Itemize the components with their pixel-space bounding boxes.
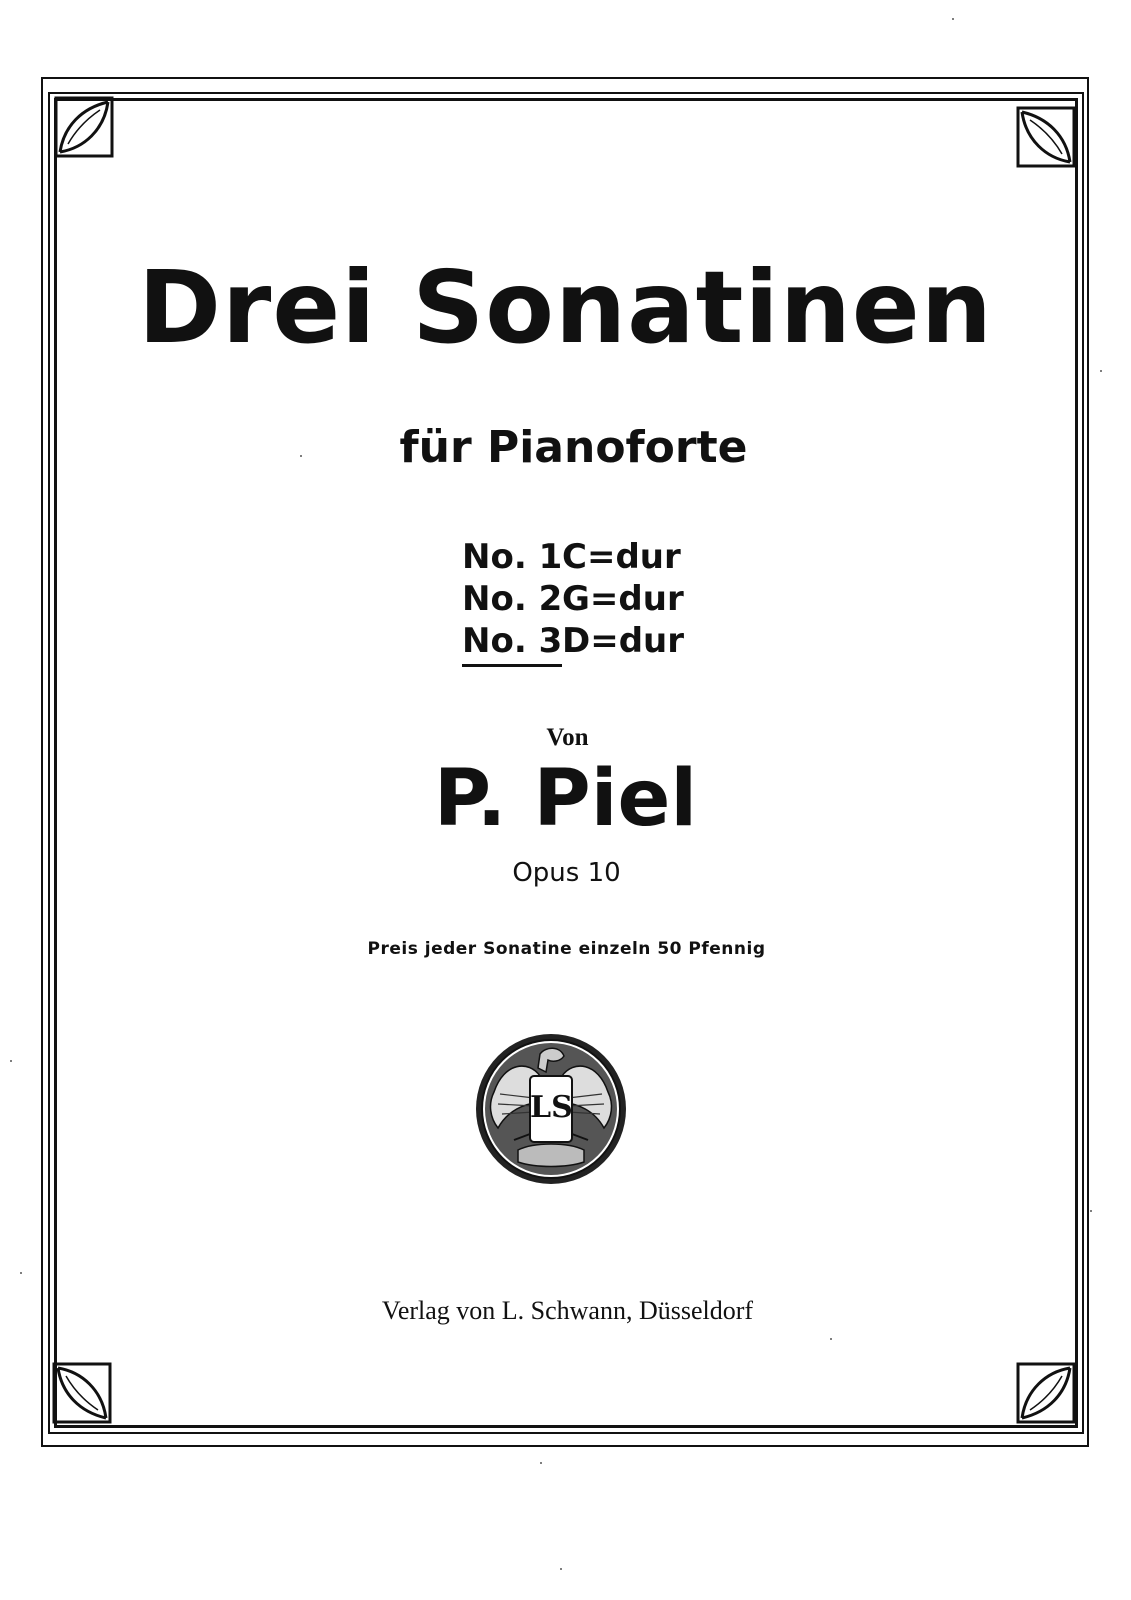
- page-title: Drei Sonatinen: [138, 249, 993, 366]
- scan-speck: [560, 1568, 562, 1570]
- price-note: Preis jeder Sonatine einzeln 50 Pfennig: [367, 939, 766, 959]
- scan-speck: [952, 18, 954, 20]
- work-item: [462, 578, 722, 620]
- work-key: C=dur: [562, 537, 681, 577]
- scan-speck: [1100, 370, 1102, 372]
- work-item: [462, 536, 722, 578]
- corner-ornament-icon: [54, 96, 114, 158]
- by-label: Von: [546, 724, 589, 751]
- scan-speck: [830, 1338, 832, 1340]
- work-number-underlined: No. 3: [462, 620, 562, 667]
- eagle-seal-icon: [474, 1032, 628, 1186]
- scan-speck: [20, 1272, 22, 1274]
- work-number: No. 2: [462, 579, 563, 619]
- corner-ornament-icon: [1016, 106, 1076, 168]
- corner-ornament-icon: [52, 1362, 112, 1424]
- opus-number: Opus 10: [512, 858, 621, 888]
- work-key: G=dur: [562, 579, 684, 619]
- work-number: No. 1: [462, 537, 563, 577]
- publisher-line: Verlag von L. Schwann, Düsseldorf: [381, 1296, 754, 1325]
- subtitle: für Pianoforte: [399, 422, 748, 473]
- scan-speck: [1090, 1210, 1092, 1212]
- seal-monogram-text: LS: [530, 1090, 573, 1125]
- work-item: [462, 620, 722, 667]
- scan-speck: [300, 455, 302, 457]
- composer-name: P. Piel: [433, 754, 698, 844]
- scan-speck: [540, 1462, 542, 1464]
- work-key: D=dur: [562, 621, 685, 661]
- corner-ornament-icon: [1016, 1362, 1076, 1424]
- scan-speck: [10, 1060, 12, 1062]
- works-list: [462, 536, 722, 667]
